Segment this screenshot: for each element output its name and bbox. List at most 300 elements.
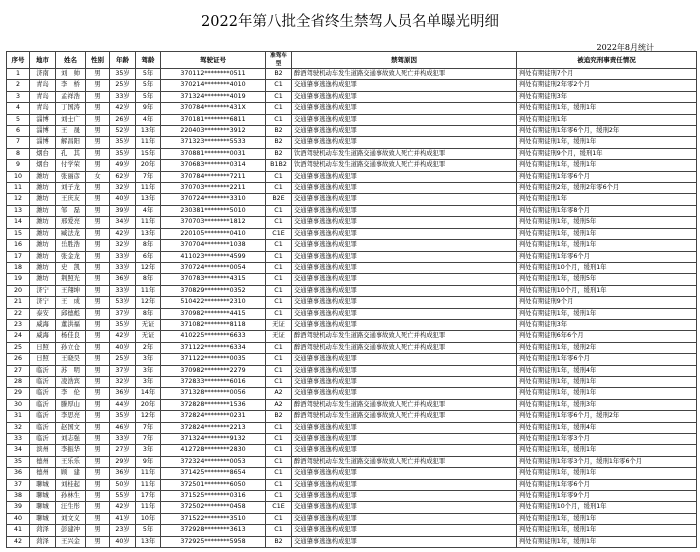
cell-gender: 男 bbox=[86, 69, 110, 80]
cell-city: 潍坊 bbox=[30, 194, 56, 205]
cell-city: 潍坊 bbox=[30, 240, 56, 251]
cell-license-no: 371082********8118 bbox=[161, 319, 266, 330]
cell-name: 史 凯 bbox=[56, 262, 86, 273]
cell-no: 19 bbox=[7, 274, 30, 285]
cell-license-no: 371323********5533 bbox=[161, 137, 266, 148]
table-row bbox=[7, 491, 697, 502]
cell-city: 临沂 bbox=[30, 411, 56, 422]
cell-city: 济宁 bbox=[30, 297, 56, 308]
cell-age: 34岁 bbox=[110, 217, 136, 228]
cell-name: 刘 帅 bbox=[56, 69, 86, 80]
cell-penalty: 判处有期徒刑2年，缓刑2年零6个月 bbox=[517, 183, 697, 194]
cell-city: 潍坊 bbox=[30, 183, 56, 194]
cell-gender: 男 bbox=[86, 354, 110, 365]
cell-gender: 男 bbox=[86, 137, 110, 148]
cell-name: 臧法龙 bbox=[56, 228, 86, 239]
cell-penalty: 判处有期徒刑1年，缓刑1年 bbox=[517, 525, 697, 536]
cell-driving-age: 8年 bbox=[136, 308, 161, 319]
cell-age: 26岁 bbox=[110, 114, 136, 125]
cell-name: 董洪福 bbox=[56, 319, 86, 330]
cell-penalty: 判处有期徒刑1年，缓刑4年 bbox=[517, 365, 697, 376]
header-driving-age: 驾龄 bbox=[136, 52, 161, 69]
cell-reason: 交通肇事逃逸构成犯罪 bbox=[292, 319, 517, 330]
cell-name: 刘文义 bbox=[56, 513, 86, 524]
cell-city: 济宁 bbox=[30, 285, 56, 296]
cell-no: 33 bbox=[7, 434, 30, 445]
cell-reason: 交通肇事逃逸构成犯罪 bbox=[292, 171, 517, 182]
cell-name: 李振华 bbox=[56, 445, 86, 456]
cell-gender: 男 bbox=[86, 331, 110, 342]
cell-age: 33岁 bbox=[110, 91, 136, 102]
cell-reason: 交通肇事逃逸构成犯罪 bbox=[292, 91, 517, 102]
table-row bbox=[7, 513, 697, 524]
cell-penalty: 判处有期徒刑2年零2个月 bbox=[517, 80, 697, 91]
cell-no: 9 bbox=[7, 160, 30, 171]
cell-gender: 男 bbox=[86, 399, 110, 410]
cell-reason: 交通肇事逃逸构成犯罪 bbox=[292, 262, 517, 273]
cell-penalty: 判处有期徒刑1年 bbox=[517, 114, 697, 125]
cell-penalty: 判处有期徒刑1年，缓刑5年 bbox=[517, 274, 697, 285]
cell-reason: 醉酒驾驶机动车发生道路交通事故致人死亡并构成犯罪 bbox=[292, 399, 517, 410]
cell-gender: 男 bbox=[86, 342, 110, 353]
cell-city: 烟台 bbox=[30, 160, 56, 171]
cell-age: 39岁 bbox=[110, 205, 136, 216]
cell-name: 李 伦 bbox=[56, 388, 86, 399]
cell-city: 德州 bbox=[30, 468, 56, 479]
cell-driving-age: 5年 bbox=[136, 525, 161, 536]
cell-age: 32岁 bbox=[110, 376, 136, 387]
table-row bbox=[7, 114, 697, 125]
table-row bbox=[7, 274, 697, 285]
cell-vehicle-type: B2 bbox=[266, 137, 292, 148]
cell-age: 52岁 bbox=[110, 126, 136, 137]
cell-reason: 醉酒驾驶机动车发生道路交通事故致人死亡并构成犯罪 bbox=[292, 342, 517, 353]
cell-no: 1 bbox=[7, 69, 30, 80]
cell-driving-age: 13年 bbox=[136, 126, 161, 137]
table-row bbox=[7, 525, 697, 536]
table-row bbox=[7, 411, 697, 422]
cell-reason: 交通肇事逃逸构成犯罪 bbox=[292, 183, 517, 194]
table-row bbox=[7, 160, 697, 171]
cell-license-no: 371122********6334 bbox=[161, 342, 266, 353]
cell-vehicle-type: B2 bbox=[266, 536, 292, 547]
header-no: 序号 bbox=[7, 52, 30, 69]
cell-no: 35 bbox=[7, 456, 30, 467]
cell-driving-age: 14年 bbox=[136, 388, 161, 399]
cell-driving-age: 9年 bbox=[136, 103, 161, 114]
table-row bbox=[7, 456, 697, 467]
cell-license-no: 370112********0511 bbox=[161, 69, 266, 80]
cell-name: 邢爱亮 bbox=[56, 217, 86, 228]
cell-license-no: 370784********7211 bbox=[161, 171, 266, 182]
cell-penalty: 判处有期徒刑1年，缓刑1年 bbox=[517, 468, 697, 479]
cell-no: 14 bbox=[7, 217, 30, 228]
cell-penalty: 判处有期徒刑1年零9个月 bbox=[517, 491, 697, 502]
cell-driving-age: 12年 bbox=[136, 262, 161, 273]
cell-license-no: 372824********0231 bbox=[161, 411, 266, 422]
cell-gender: 男 bbox=[86, 285, 110, 296]
cell-penalty: 判处有期徒刑1年，缓刑1年 bbox=[517, 160, 697, 171]
cell-license-no: 510422********2310 bbox=[161, 297, 266, 308]
cell-no: 25 bbox=[7, 342, 30, 353]
cell-license-no: 372501********6050 bbox=[161, 479, 266, 490]
cell-no: 27 bbox=[7, 365, 30, 376]
cell-gender: 男 bbox=[86, 103, 110, 114]
cell-driving-age: 5年 bbox=[136, 80, 161, 91]
cell-license-no: 372925********5958 bbox=[161, 536, 266, 547]
cell-city: 临沂 bbox=[30, 434, 56, 445]
cell-vehicle-type: C1 bbox=[266, 217, 292, 228]
cell-penalty: 判处有期徒刑1年，缓刑1年 bbox=[517, 308, 697, 319]
cell-name: 岳胜浩 bbox=[56, 240, 86, 251]
table-row bbox=[7, 354, 697, 365]
cell-vehicle-type: C1 bbox=[266, 376, 292, 387]
cell-reason: 交通肇事逃逸构成犯罪 bbox=[292, 80, 517, 91]
cell-age: 37岁 bbox=[110, 308, 136, 319]
cell-reason: 交通肇事逃逸构成犯罪 bbox=[292, 354, 517, 365]
cell-driving-age: 7年 bbox=[136, 434, 161, 445]
cell-no: 37 bbox=[7, 479, 30, 490]
cell-reason: 交通肇事逃逸构成犯罪 bbox=[292, 308, 517, 319]
cell-city: 潍坊 bbox=[30, 171, 56, 182]
cell-driving-age: 3年 bbox=[136, 445, 161, 456]
cell-penalty: 判处有期徒刑9个月，缓刑1年 bbox=[517, 148, 697, 159]
cell-no: 12 bbox=[7, 194, 30, 205]
cell-penalty: 判处有期徒刑10个月，缓刑1年 bbox=[517, 262, 697, 273]
cell-driving-age: 无证 bbox=[136, 331, 161, 342]
cell-no: 15 bbox=[7, 228, 30, 239]
cell-city: 临沂 bbox=[30, 376, 56, 387]
cell-driving-age: 8年 bbox=[136, 274, 161, 285]
cell-reason: 交通肇事逃逸构成犯罪 bbox=[292, 126, 517, 137]
cell-penalty: 判处有期徒刑9个月 bbox=[517, 297, 697, 308]
cell-driving-age: 3年 bbox=[136, 365, 161, 376]
cell-reason: 醉酒驾驶机动车发生道路交通事故致人死亡并构成犯罪 bbox=[292, 411, 517, 422]
cell-city: 菏泽 bbox=[30, 536, 56, 547]
table-row bbox=[7, 194, 697, 205]
cell-city: 青岛 bbox=[30, 91, 56, 102]
table-row bbox=[7, 468, 697, 479]
cell-name: 王翔坤 bbox=[56, 285, 86, 296]
cell-gender: 男 bbox=[86, 160, 110, 171]
cell-no: 31 bbox=[7, 411, 30, 422]
cell-driving-age: 20年 bbox=[136, 160, 161, 171]
cell-vehicle-type: C1 bbox=[266, 525, 292, 536]
document-title: 2022年第八批全省终生禁驾人员名单曝光明细 bbox=[201, 14, 499, 30]
cell-driving-age: 3年 bbox=[136, 376, 161, 387]
cell-penalty: 判处有期徒刑1年零6个月 bbox=[517, 171, 697, 182]
cell-name: 苏 明 bbox=[56, 365, 86, 376]
cell-vehicle-type: C1 bbox=[266, 342, 292, 353]
cell-name: 孔 其 bbox=[56, 148, 86, 159]
cell-name: 解昌阳 bbox=[56, 137, 86, 148]
cell-age: 29岁 bbox=[110, 456, 136, 467]
cell-no: 23 bbox=[7, 319, 30, 330]
cell-name: 凌浩宾 bbox=[56, 376, 86, 387]
cell-no: 7 bbox=[7, 137, 30, 148]
cell-vehicle-type: C1 bbox=[266, 251, 292, 262]
cell-license-no: 370829********0352 bbox=[161, 285, 266, 296]
cell-penalty: 判处有期徒刑1年，缓刑4年 bbox=[517, 422, 697, 433]
cell-reason: 醉酒驾驶机动车发生道路交通事故致人死亡并构成犯罪 bbox=[292, 69, 517, 80]
cell-name: 王乐乐 bbox=[56, 456, 86, 467]
cell-reason: 醉酒驾驶机动车发生道路交通事故致人死亡并构成犯罪 bbox=[292, 331, 517, 342]
cell-name: 丁国涛 bbox=[56, 103, 86, 114]
cell-name: 张金龙 bbox=[56, 251, 86, 262]
cell-name: 顾 建 bbox=[56, 468, 86, 479]
cell-gender: 男 bbox=[86, 194, 110, 205]
cell-no: 38 bbox=[7, 491, 30, 502]
cell-gender: 男 bbox=[86, 434, 110, 445]
cell-no: 17 bbox=[7, 251, 30, 262]
cell-driving-age: 12年 bbox=[136, 411, 161, 422]
cell-reason: 饮酒驾驶机动车发生道路交通事故致人死亡并构成犯罪 bbox=[292, 148, 517, 159]
cell-age: 40岁 bbox=[110, 194, 136, 205]
cell-license-no: 410225********6633 bbox=[161, 331, 266, 342]
cell-city: 淄博 bbox=[30, 114, 56, 125]
header-reason: 禁驾原因 bbox=[292, 52, 517, 69]
cell-name: 孙林生 bbox=[56, 491, 86, 502]
cell-reason: 饮酒驾驶机动车发生道路交通事故致人死亡并构成犯罪 bbox=[292, 160, 517, 171]
cell-license-no: 370181********6811 bbox=[161, 114, 266, 125]
cell-gender: 男 bbox=[86, 183, 110, 194]
cell-city: 临沂 bbox=[30, 388, 56, 399]
cell-license-no: 371425********8654 bbox=[161, 468, 266, 479]
cell-gender: 男 bbox=[86, 502, 110, 513]
cell-gender: 男 bbox=[86, 80, 110, 91]
cell-license-no: 372833********6016 bbox=[161, 376, 266, 387]
cell-age: 35岁 bbox=[110, 69, 136, 80]
cell-city: 烟台 bbox=[30, 148, 56, 159]
cell-vehicle-type: A2 bbox=[266, 399, 292, 410]
cell-penalty: 判处有期徒刑1年零6个月 bbox=[517, 479, 697, 490]
cell-vehicle-type: 无证 bbox=[266, 319, 292, 330]
cell-driving-age: 11年 bbox=[136, 479, 161, 490]
cell-city: 淄博 bbox=[30, 137, 56, 148]
cell-name: 王庆友 bbox=[56, 194, 86, 205]
table-row bbox=[7, 137, 697, 148]
cell-vehicle-type: C1 bbox=[266, 240, 292, 251]
cell-name: 杨佳良 bbox=[56, 331, 86, 342]
cell-no: 18 bbox=[7, 262, 30, 273]
cell-driving-age: 11年 bbox=[136, 285, 161, 296]
cell-vehicle-type: C1 bbox=[266, 491, 292, 502]
cell-city: 潍坊 bbox=[30, 251, 56, 262]
cell-age: 35岁 bbox=[110, 411, 136, 422]
cell-gender: 男 bbox=[86, 274, 110, 285]
cell-gender: 男 bbox=[86, 365, 110, 376]
cell-license-no: 411023********4599 bbox=[161, 251, 266, 262]
cell-city: 日照 bbox=[30, 342, 56, 353]
cell-gender: 男 bbox=[86, 479, 110, 490]
cell-driving-age: 5年 bbox=[136, 69, 161, 80]
cell-gender: 男 bbox=[86, 262, 110, 273]
cell-vehicle-type: B1B2 bbox=[266, 160, 292, 171]
cell-gender: 男 bbox=[86, 297, 110, 308]
cell-license-no: 371525********0316 bbox=[161, 491, 266, 502]
cell-no: 40 bbox=[7, 513, 30, 524]
cell-city: 德州 bbox=[30, 456, 56, 467]
cell-gender: 男 bbox=[86, 376, 110, 387]
cell-penalty: 判处有期徒刑1年，缓刑1年 bbox=[517, 388, 697, 399]
cell-gender: 男 bbox=[86, 91, 110, 102]
cell-vehicle-type: C1 bbox=[266, 513, 292, 524]
cell-age: 49岁 bbox=[110, 160, 136, 171]
cell-gender: 男 bbox=[86, 468, 110, 479]
cell-driving-age: 7年 bbox=[136, 171, 161, 182]
cell-no: 22 bbox=[7, 308, 30, 319]
cell-penalty: 判处有期徒刑1年，缓刑2年 bbox=[517, 342, 697, 353]
cell-license-no: 370724********3310 bbox=[161, 194, 266, 205]
cell-license-no: 370783********4315 bbox=[161, 274, 266, 285]
cell-gender: 男 bbox=[86, 228, 110, 239]
cell-reason: 交通肇事逃逸构成犯罪 bbox=[292, 194, 517, 205]
cell-reason: 交通肇事逃逸构成犯罪 bbox=[292, 468, 517, 479]
cell-license-no: 372502********0458 bbox=[161, 502, 266, 513]
cell-driving-age: 8年 bbox=[136, 240, 161, 251]
cell-penalty: 判处有期徒刑1年，缓刑1年 bbox=[517, 376, 697, 387]
cell-penalty: 判处有期徒刑1年，缓刑1年 bbox=[517, 228, 697, 239]
cell-driving-age: 4年 bbox=[136, 114, 161, 125]
cell-penalty: 判处有期徒刑6年6个月 bbox=[517, 331, 697, 342]
cell-license-no: 370982********4415 bbox=[161, 308, 266, 319]
cell-age: 36岁 bbox=[110, 468, 136, 479]
cell-age: 42岁 bbox=[110, 502, 136, 513]
cell-penalty: 判处有期徒刑1年，缓刑3年 bbox=[517, 399, 697, 410]
cell-reason: 交通肇事逃逸构成犯罪 bbox=[292, 536, 517, 547]
cell-penalty: 判处有期徒刑1年零6个月 bbox=[517, 251, 697, 262]
cell-no: 8 bbox=[7, 148, 30, 159]
cell-penalty: 判处有期徒刑1年零6个月 bbox=[517, 354, 697, 365]
cell-no: 26 bbox=[7, 354, 30, 365]
table-row bbox=[7, 228, 697, 239]
cell-age: 62岁 bbox=[110, 171, 136, 182]
cell-gender: 男 bbox=[86, 536, 110, 547]
cell-penalty: 判处有期徒刑1年，缓刑1年 bbox=[517, 240, 697, 251]
cell-gender: 男 bbox=[86, 251, 110, 262]
cell-driving-age: 11年 bbox=[136, 183, 161, 194]
cell-name: 王 晟 bbox=[56, 126, 86, 137]
cell-name: 彭建冲 bbox=[56, 525, 86, 536]
cell-name: 王 成 bbox=[56, 297, 86, 308]
cell-no: 5 bbox=[7, 114, 30, 125]
cell-age: 44岁 bbox=[110, 399, 136, 410]
cell-reason: 交通肇事逃逸构成犯罪 bbox=[292, 388, 517, 399]
cell-reason: 交通肇事逃逸构成犯罪 bbox=[292, 422, 517, 433]
cell-reason: 交通肇事逃逸构成犯罪 bbox=[292, 137, 517, 148]
cell-gender: 男 bbox=[86, 388, 110, 399]
table-row bbox=[7, 479, 697, 490]
table-row bbox=[7, 251, 697, 262]
cell-city: 泰安 bbox=[30, 308, 56, 319]
cell-vehicle-type: B2E bbox=[266, 194, 292, 205]
table-row bbox=[7, 319, 697, 330]
cell-driving-age: 11年 bbox=[136, 502, 161, 513]
cell-vehicle-type: C1 bbox=[266, 479, 292, 490]
cell-no: 36 bbox=[7, 468, 30, 479]
cell-vehicle-type: C1E bbox=[266, 502, 292, 513]
cell-vehicle-type: B2 bbox=[266, 148, 292, 159]
cell-gender: 男 bbox=[86, 308, 110, 319]
cell-city: 聊城 bbox=[30, 502, 56, 513]
cell-vehicle-type: 无证 bbox=[266, 331, 292, 342]
cell-driving-age: 13年 bbox=[136, 228, 161, 239]
cell-name: 付学荣 bbox=[56, 160, 86, 171]
cell-vehicle-type: C1 bbox=[266, 262, 292, 273]
cell-age: 25岁 bbox=[110, 354, 136, 365]
cell-reason: 交通肇事逃逸构成犯罪 bbox=[292, 251, 517, 262]
cell-gender: 女 bbox=[86, 171, 110, 182]
cell-age: 42岁 bbox=[110, 103, 136, 114]
table-row bbox=[7, 365, 697, 376]
cell-no: 32 bbox=[7, 422, 30, 433]
cell-license-no: 370881********0031 bbox=[161, 148, 266, 159]
cell-no: 3 bbox=[7, 91, 30, 102]
cell-no: 34 bbox=[7, 445, 30, 456]
cell-reason: 交通肇事逃逸构成犯罪 bbox=[292, 376, 517, 387]
cell-license-no: 370724********0054 bbox=[161, 262, 266, 273]
cell-reason: 交通肇事逃逸构成犯罪 bbox=[292, 114, 517, 125]
cell-license-no: 412728********2830 bbox=[161, 445, 266, 456]
cell-vehicle-type: C1 bbox=[266, 205, 292, 216]
cell-license-no: 370982********2279 bbox=[161, 365, 266, 376]
header-city: 地市 bbox=[30, 52, 56, 69]
cell-vehicle-type: C1 bbox=[266, 103, 292, 114]
cell-gender: 男 bbox=[86, 114, 110, 125]
cell-name: 滕厚山 bbox=[56, 399, 86, 410]
cell-vehicle-type: C1 bbox=[266, 365, 292, 376]
cell-gender: 男 bbox=[86, 148, 110, 159]
cell-no: 30 bbox=[7, 399, 30, 410]
cell-city: 潍坊 bbox=[30, 262, 56, 273]
cell-penalty: 判处有期徒刑1年，缓刑5年 bbox=[517, 217, 697, 228]
header-penalty: 被追究刑事责任情况 bbox=[517, 52, 697, 69]
table-row bbox=[7, 445, 697, 456]
cell-name: 邱德彪 bbox=[56, 308, 86, 319]
cell-age: 33岁 bbox=[110, 434, 136, 445]
cell-license-no: 370784********431X bbox=[161, 103, 266, 114]
cell-license-no: 370704********1038 bbox=[161, 240, 266, 251]
cell-vehicle-type: A2 bbox=[266, 388, 292, 399]
cell-vehicle-type: B2 bbox=[266, 126, 292, 137]
cell-license-no: 371324********9132 bbox=[161, 434, 266, 445]
cell-driving-age: 5年 bbox=[136, 91, 161, 102]
cell-penalty: 判处有期徒刑1年零6个月，缓刑2年 bbox=[517, 126, 697, 137]
cell-city: 聊城 bbox=[30, 479, 56, 490]
header-age: 年龄 bbox=[110, 52, 136, 69]
cell-age: 36岁 bbox=[110, 388, 136, 399]
cell-no: 2 bbox=[7, 80, 30, 91]
table-row bbox=[7, 171, 697, 182]
cell-vehicle-type: C1 bbox=[266, 422, 292, 433]
cell-city: 威海 bbox=[30, 331, 56, 342]
cell-vehicle-type: C1 bbox=[266, 274, 292, 285]
cell-no: 20 bbox=[7, 285, 30, 296]
cell-reason: 醉酒驾驶机动车发生道路交通事故致人死亡并构成犯罪 bbox=[292, 456, 517, 467]
cell-gender: 男 bbox=[86, 240, 110, 251]
cell-penalty: 判处有期徒刑3年 bbox=[517, 319, 697, 330]
cell-license-no: 372928********3613 bbox=[161, 525, 266, 536]
cell-penalty: 判处有期徒刑1年，缓刑1年 bbox=[517, 103, 697, 114]
cell-city: 菏泽 bbox=[30, 525, 56, 536]
cell-age: 46岁 bbox=[110, 422, 136, 433]
cell-driving-age: 11年 bbox=[136, 217, 161, 228]
cell-driving-age: 11年 bbox=[136, 468, 161, 479]
cell-vehicle-type: B2 bbox=[266, 69, 292, 80]
cell-driving-age: 2年 bbox=[136, 342, 161, 353]
cell-penalty: 判处有期徒刑1年，缓刑1年 bbox=[517, 137, 697, 148]
cell-age: 53岁 bbox=[110, 297, 136, 308]
